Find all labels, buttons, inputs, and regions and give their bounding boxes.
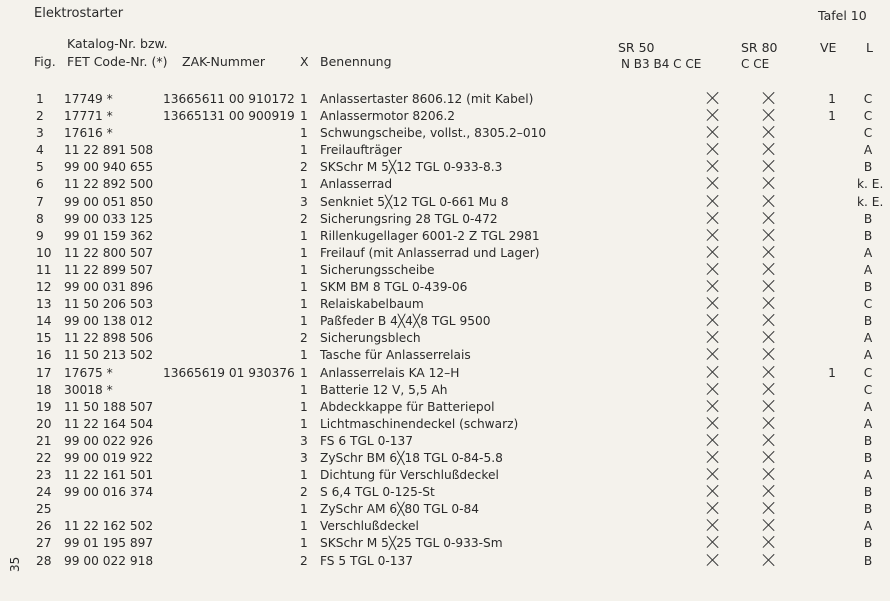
row-fig: 21 xyxy=(36,433,52,448)
row-ve: 1 xyxy=(828,92,836,106)
row-benennung: Lichtmaschinendeckel (schwarz) xyxy=(320,416,519,431)
header-code: FET Code-Nr. (*) xyxy=(67,54,168,69)
row-l: C xyxy=(863,382,873,397)
table-row xyxy=(0,382,890,399)
table-row xyxy=(0,245,890,262)
table-row xyxy=(0,108,890,125)
table-row xyxy=(0,176,890,193)
row-fig: 12 xyxy=(36,280,52,295)
row-fig: 26 xyxy=(36,519,52,534)
row-ve: 1 xyxy=(828,365,836,380)
row-l: A xyxy=(863,416,873,431)
header-ve: VE xyxy=(820,40,837,55)
row-benennung: SKM BM 8 TGL 0-439-06 xyxy=(320,280,468,295)
header-fig: Fig. xyxy=(34,54,56,69)
row-code: 17616 * xyxy=(64,126,113,141)
table-row xyxy=(0,91,890,108)
header-sr50-variants: N B3 B4 C CE xyxy=(621,57,702,71)
row-code: 99 00 940 655 xyxy=(64,160,154,175)
table-row xyxy=(0,347,890,364)
row-benennung: Relaiskabelbaum xyxy=(320,297,424,312)
row-l: C xyxy=(863,365,873,380)
row-benennung: Freilaufträger xyxy=(320,143,402,158)
table-row xyxy=(0,553,890,570)
row-fig: 1 xyxy=(36,92,44,106)
table-row xyxy=(0,125,890,142)
table-row xyxy=(0,159,890,176)
row-fig: 6 xyxy=(36,177,44,192)
row-l: A xyxy=(863,399,873,414)
sr80-cross-mark-icon xyxy=(762,484,776,498)
row-code: 11 22 164 504 xyxy=(64,416,154,431)
sr80-cross-mark-icon xyxy=(762,365,776,379)
sr50-cross-mark-icon xyxy=(706,313,720,327)
sr80-cross-mark-icon xyxy=(762,279,776,293)
row-code: 11 22 162 502 xyxy=(64,519,154,534)
sr50-cross-mark-icon xyxy=(706,347,720,361)
table-row xyxy=(0,535,890,552)
row-benennung: Dichtung für Verschlußdeckel xyxy=(320,468,499,483)
row-code: 99 00 138 012 xyxy=(64,314,154,329)
row-code: 11 22 899 507 xyxy=(64,262,154,277)
row-fig: 24 xyxy=(36,485,52,500)
row-benennung: Anlasserrad xyxy=(320,177,393,192)
row-quantity: 1 xyxy=(300,382,308,397)
row-quantity: 3 xyxy=(300,194,308,209)
row-fig: 23 xyxy=(36,468,52,483)
header-sr80-variants: C CE xyxy=(741,57,770,71)
row-l: B xyxy=(863,314,873,329)
sr50-cross-mark-icon xyxy=(706,279,720,293)
row-code: 11 50 188 507 xyxy=(64,399,154,414)
row-l: A xyxy=(863,262,873,277)
row-quantity: 1 xyxy=(300,416,308,431)
sr50-cross-mark-icon xyxy=(706,159,720,173)
row-l: A xyxy=(863,519,873,534)
row-l: B xyxy=(863,485,873,500)
row-fig: 28 xyxy=(36,553,52,568)
row-code: 99 00 022 918 xyxy=(64,553,154,568)
sr80-cross-mark-icon xyxy=(762,501,776,515)
row-quantity: 2 xyxy=(300,485,308,500)
row-quantity: 1 xyxy=(300,297,308,312)
row-code: 11 22 800 507 xyxy=(64,245,154,260)
sr50-cross-mark-icon xyxy=(706,176,720,190)
sr50-cross-mark-icon xyxy=(706,125,720,139)
row-quantity: 1 xyxy=(300,519,308,534)
row-code: 99 00 033 125 xyxy=(64,211,154,226)
row-code: 99 00 031 896 xyxy=(64,280,154,295)
row-benennung: Paßfeder B 4╳4╳8 TGL 9500 xyxy=(320,314,491,329)
sr50-cross-mark-icon xyxy=(706,194,720,208)
page-number: 35 xyxy=(8,556,22,572)
row-code: 11 50 206 503 xyxy=(64,297,154,312)
row-quantity: 1 xyxy=(300,109,308,124)
row-zak: 13665611 00 910172 xyxy=(163,92,295,106)
row-code: 11 50 213 502 xyxy=(64,348,154,363)
table-row xyxy=(0,330,890,347)
row-l: C xyxy=(863,109,873,124)
table-row xyxy=(0,142,890,159)
row-benennung: SKSchr M 5╳12 TGL 0-933-8.3 xyxy=(320,160,503,175)
row-fig: 9 xyxy=(36,228,44,243)
table-row xyxy=(0,296,890,313)
table-row xyxy=(0,228,890,245)
row-benennung: SKSchr M 5╳25 TGL 0-933-Sm xyxy=(320,536,503,551)
row-quantity: 1 xyxy=(300,92,308,106)
row-benennung: Sicherungsring 28 TGL 0-472 xyxy=(320,211,498,226)
table-row xyxy=(0,416,890,433)
row-code: 17771 * xyxy=(64,109,113,124)
row-quantity: 2 xyxy=(300,553,308,568)
row-l: C xyxy=(863,297,873,312)
row-l: k. E. xyxy=(857,177,884,192)
row-zak: 13665619 01 930376 xyxy=(163,365,295,380)
row-benennung: S 6,4 TGL 0-125-St xyxy=(320,485,435,500)
row-fig: 22 xyxy=(36,450,52,465)
row-quantity: 1 xyxy=(300,177,308,192)
row-fig: 14 xyxy=(36,314,52,329)
header-sr50: SR 50 xyxy=(618,40,655,55)
row-benennung: FS 5 TGL 0-137 xyxy=(320,553,414,568)
sr80-cross-mark-icon xyxy=(762,211,776,225)
row-quantity: 2 xyxy=(300,211,308,226)
row-l: B xyxy=(863,553,873,568)
row-code: 11 22 892 500 xyxy=(64,177,154,192)
sr50-cross-mark-icon xyxy=(706,467,720,481)
row-l: B xyxy=(863,450,873,465)
row-fig: 2 xyxy=(36,109,44,124)
row-benennung: Abdeckkappe für Batteriepol xyxy=(320,399,495,414)
row-code: 30018 * xyxy=(64,382,113,397)
row-quantity: 3 xyxy=(300,433,308,448)
row-l: A xyxy=(863,468,873,483)
sr80-cross-mark-icon xyxy=(762,108,776,122)
row-l: B xyxy=(863,160,873,175)
row-benennung: Batterie 12 V, 5,5 Ah xyxy=(320,382,448,397)
table-row xyxy=(0,399,890,416)
row-l: C xyxy=(863,92,873,106)
row-benennung: Anlassertaster 8606.12 (mit Kabel) xyxy=(320,92,534,106)
row-l: A xyxy=(863,331,873,346)
row-fig: 13 xyxy=(36,297,52,312)
sr50-cross-mark-icon xyxy=(706,484,720,498)
sr50-cross-mark-icon xyxy=(706,382,720,396)
row-fig: 5 xyxy=(36,160,44,175)
row-quantity: 1 xyxy=(300,502,308,517)
header-sr80: SR 80 xyxy=(741,40,778,55)
row-fig: 18 xyxy=(36,382,52,397)
row-l: B xyxy=(863,433,873,448)
row-quantity: 2 xyxy=(300,160,308,175)
row-ve: 1 xyxy=(828,109,836,124)
sr50-cross-mark-icon xyxy=(706,296,720,310)
sr50-cross-mark-icon xyxy=(706,501,720,515)
row-benennung: ZySchr AM 6╳80 TGL 0-84 xyxy=(320,502,480,517)
row-code: 99 00 019 922 xyxy=(64,450,154,465)
sr50-cross-mark-icon xyxy=(706,108,720,122)
row-benennung: Anlassermotor 8206.2 xyxy=(320,109,456,124)
row-l: C xyxy=(863,126,873,141)
row-fig: 27 xyxy=(36,536,52,551)
row-l: A xyxy=(863,245,873,260)
row-benennung: Schwungscheibe, vollst., 8305.2–010 xyxy=(320,126,547,141)
sr80-cross-mark-icon xyxy=(762,176,776,190)
sr50-cross-mark-icon xyxy=(706,399,720,413)
sr80-cross-mark-icon xyxy=(762,245,776,259)
table-row xyxy=(0,501,890,518)
table-row xyxy=(0,484,890,501)
row-l: B xyxy=(863,280,873,295)
row-fig: 25 xyxy=(36,502,52,517)
row-benennung: Sicherungsscheibe xyxy=(320,262,435,277)
row-fig: 10 xyxy=(36,245,52,260)
row-code: 17749 * xyxy=(64,92,113,106)
sr80-cross-mark-icon xyxy=(762,330,776,344)
row-quantity: 1 xyxy=(300,228,308,243)
row-l: B xyxy=(863,536,873,551)
row-quantity: 1 xyxy=(300,348,308,363)
row-quantity: 1 xyxy=(300,143,308,158)
row-code: 11 22 161 501 xyxy=(64,468,154,483)
row-quantity: 1 xyxy=(300,280,308,295)
row-quantity: 1 xyxy=(300,399,308,414)
table-row xyxy=(0,279,890,296)
sr80-cross-mark-icon xyxy=(762,159,776,173)
row-fig: 16 xyxy=(36,348,52,363)
row-quantity: 1 xyxy=(300,262,308,277)
sr80-cross-mark-icon xyxy=(762,467,776,481)
table-row xyxy=(0,313,890,330)
sr50-cross-mark-icon xyxy=(706,450,720,464)
sr80-cross-mark-icon xyxy=(762,535,776,549)
row-quantity: 1 xyxy=(300,314,308,329)
row-benennung: ZySchr BM 6╳18 TGL 0-84-5.8 xyxy=(320,450,503,465)
row-quantity: 3 xyxy=(300,450,308,465)
sr80-cross-mark-icon xyxy=(762,382,776,396)
sr80-cross-mark-icon xyxy=(762,553,776,567)
parts-table xyxy=(0,91,890,570)
table-row xyxy=(0,450,890,467)
sr50-cross-mark-icon xyxy=(706,365,720,379)
sr50-cross-mark-icon xyxy=(706,211,720,225)
row-zak: 13665131 00 900919 xyxy=(163,109,295,124)
row-benennung: Anlasserrelais KA 12–H xyxy=(320,365,460,380)
row-quantity: 1 xyxy=(300,536,308,551)
sr50-cross-mark-icon xyxy=(706,91,720,105)
row-fig: 8 xyxy=(36,211,44,226)
sr80-cross-mark-icon xyxy=(762,450,776,464)
row-fig: 11 xyxy=(36,262,52,277)
row-benennung: Verschlußdeckel xyxy=(320,519,419,534)
row-fig: 3 xyxy=(36,126,44,141)
sr50-cross-mark-icon xyxy=(706,518,720,532)
sr80-cross-mark-icon xyxy=(762,518,776,532)
row-fig: 19 xyxy=(36,399,52,414)
sr50-cross-mark-icon xyxy=(706,262,720,276)
header-l: L xyxy=(866,40,873,55)
sr80-cross-mark-icon xyxy=(762,433,776,447)
header-x: X xyxy=(300,54,309,69)
header-zak: ZAK-Nummer xyxy=(182,54,265,69)
row-benennung: FS 6 TGL 0-137 xyxy=(320,433,414,448)
sr50-cross-mark-icon xyxy=(706,535,720,549)
row-benennung: Tasche für Anlasserrelais xyxy=(320,348,471,363)
row-l: k. E. xyxy=(857,194,884,209)
row-code: 99 01 159 362 xyxy=(64,228,154,243)
row-fig: 20 xyxy=(36,416,52,431)
sr80-cross-mark-icon xyxy=(762,142,776,156)
row-benennung: Rillenkugellager 6001-2 Z TGL 2981 xyxy=(320,228,540,243)
sr50-cross-mark-icon xyxy=(706,433,720,447)
sr50-cross-mark-icon xyxy=(706,142,720,156)
row-fig: 15 xyxy=(36,331,52,346)
row-code: 99 01 195 897 xyxy=(64,536,154,551)
sr50-cross-mark-icon xyxy=(706,416,720,430)
row-fig: 17 xyxy=(36,365,52,380)
sr80-cross-mark-icon xyxy=(762,194,776,208)
row-l: B xyxy=(863,211,873,226)
row-quantity: 1 xyxy=(300,468,308,483)
sr50-cross-mark-icon xyxy=(706,553,720,567)
header-katalog: Katalog-Nr. bzw. xyxy=(67,36,168,51)
table-row xyxy=(0,467,890,484)
table-row xyxy=(0,262,890,279)
row-code: 99 00 051 850 xyxy=(64,194,154,209)
table-row xyxy=(0,518,890,535)
sr80-cross-mark-icon xyxy=(762,399,776,413)
row-quantity: 2 xyxy=(300,331,308,346)
row-code: 99 00 022 926 xyxy=(64,433,154,448)
page-title: Elektrostarter xyxy=(34,6,124,21)
row-quantity: 1 xyxy=(300,126,308,141)
row-l: B xyxy=(863,502,873,517)
row-quantity: 1 xyxy=(300,245,308,260)
table-row xyxy=(0,211,890,228)
header-benennung: Benennung xyxy=(320,54,392,69)
sr80-cross-mark-icon xyxy=(762,416,776,430)
sr50-cross-mark-icon xyxy=(706,330,720,344)
row-quantity: 1 xyxy=(300,365,308,380)
row-fig: 4 xyxy=(36,143,44,158)
table-row xyxy=(0,365,890,382)
row-benennung: Sicherungsblech xyxy=(320,331,421,346)
row-fig: 7 xyxy=(36,194,44,209)
row-l: B xyxy=(863,228,873,243)
row-l: A xyxy=(863,348,873,363)
sr80-cross-mark-icon xyxy=(762,296,776,310)
sr80-cross-mark-icon xyxy=(762,313,776,327)
row-benennung: Senkniet 5╳12 TGL 0-661 Mu 8 xyxy=(320,194,509,209)
plate-number: Tafel 10 xyxy=(818,8,867,23)
table-row xyxy=(0,194,890,211)
sr80-cross-mark-icon xyxy=(762,262,776,276)
sr80-cross-mark-icon xyxy=(762,91,776,105)
sr50-cross-mark-icon xyxy=(706,245,720,259)
row-benennung: Freilauf (mit Anlasserrad und Lager) xyxy=(320,245,540,260)
row-code: 99 00 016 374 xyxy=(64,485,154,500)
sr80-cross-mark-icon xyxy=(762,347,776,361)
sr80-cross-mark-icon xyxy=(762,228,776,242)
row-l: A xyxy=(863,143,873,158)
sr50-cross-mark-icon xyxy=(706,228,720,242)
row-code: 11 22 891 508 xyxy=(64,143,154,158)
row-code: 11 22 898 506 xyxy=(64,331,154,346)
sr80-cross-mark-icon xyxy=(762,125,776,139)
row-code: 17675 * xyxy=(64,365,113,380)
table-row xyxy=(0,433,890,450)
